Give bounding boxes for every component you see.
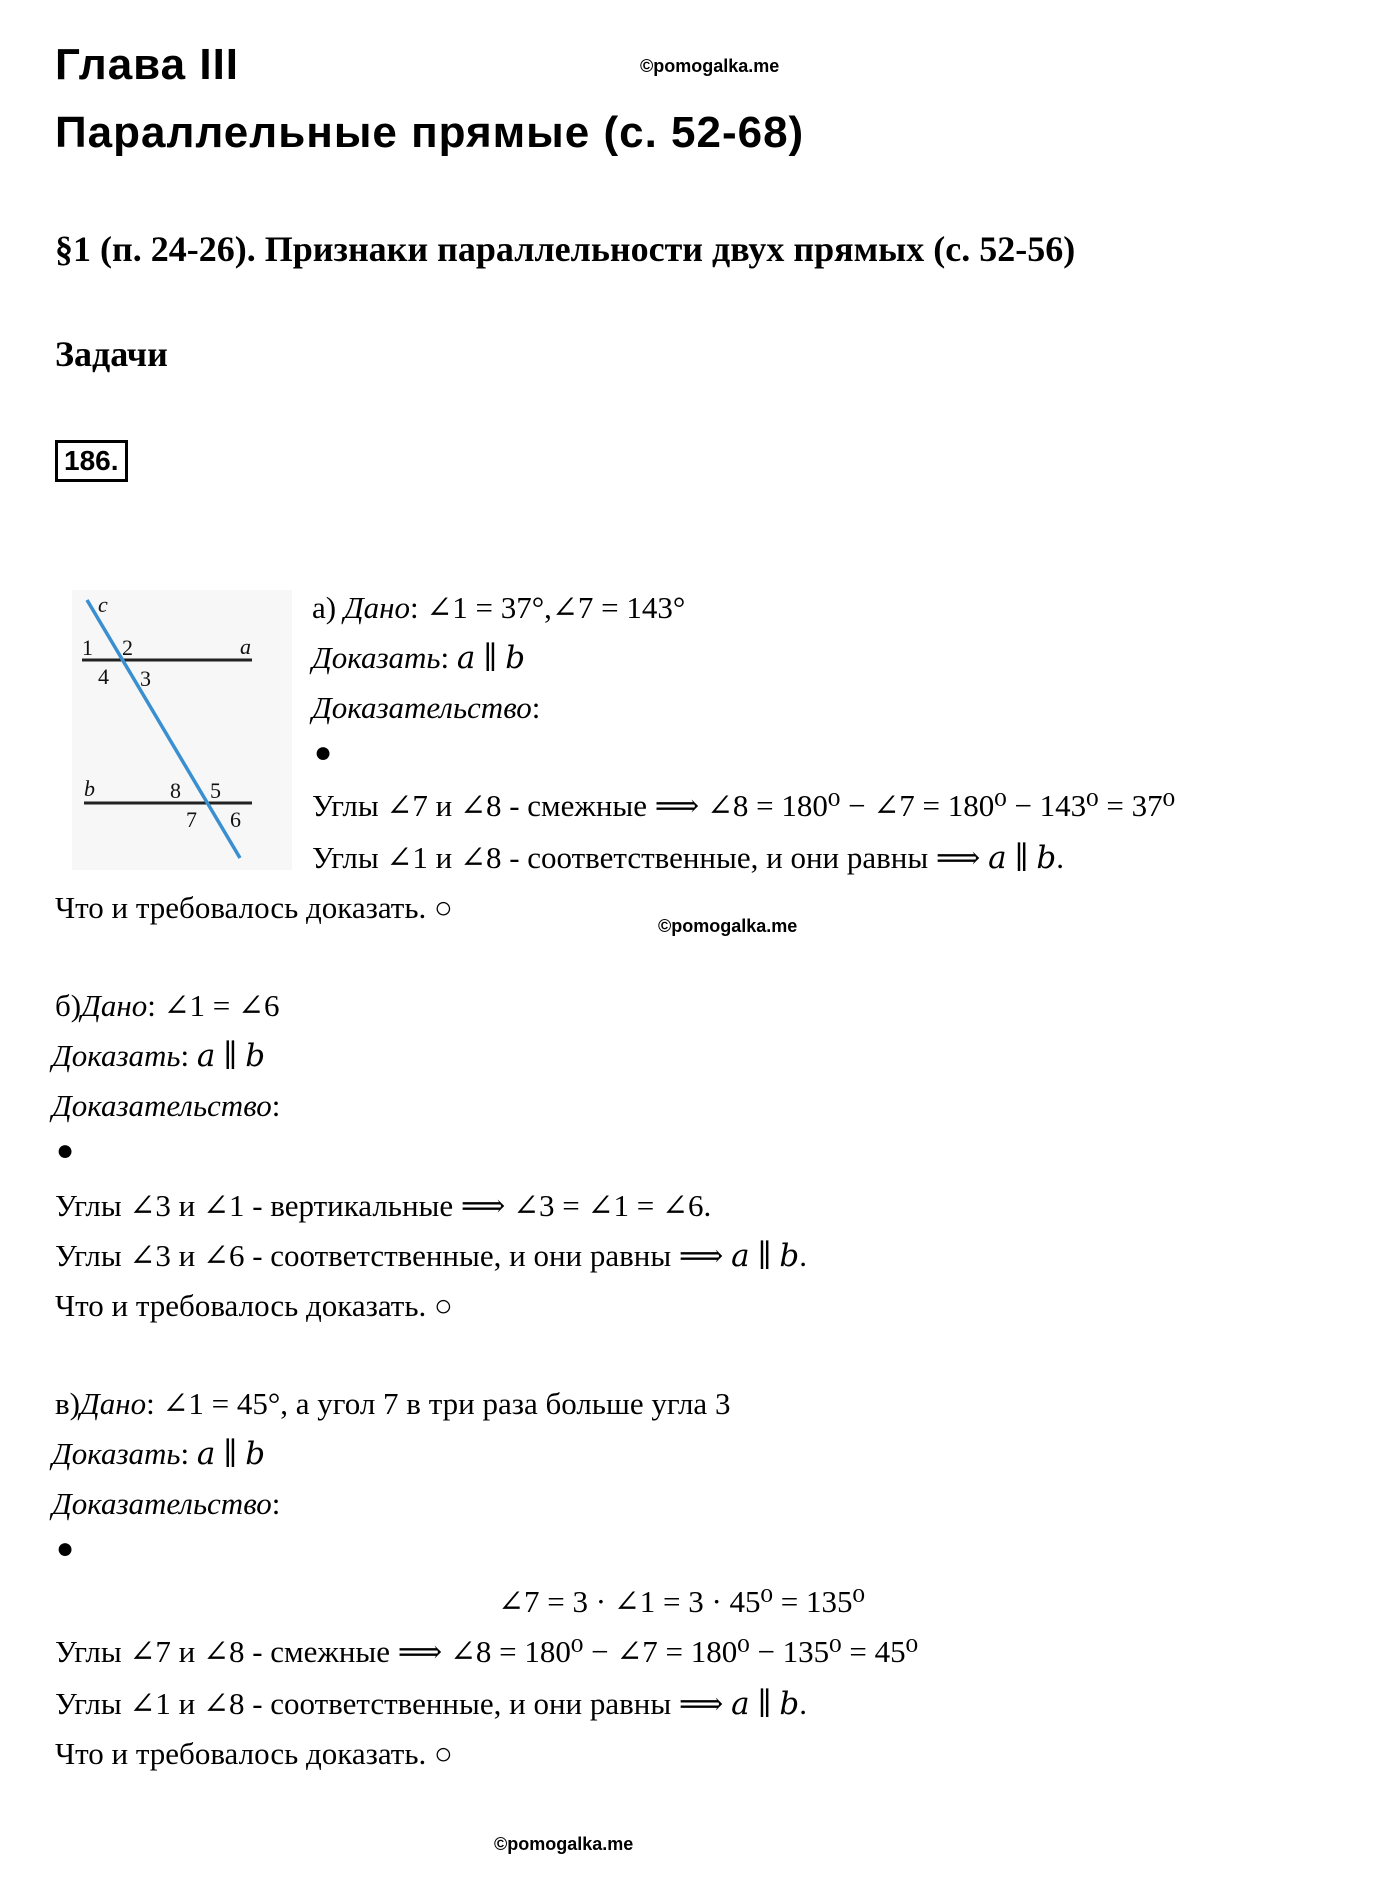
label-angle-6: 6 — [230, 807, 241, 832]
part-b-given-text: : ∠1 = ∠6 — [147, 988, 280, 1023]
label-a: a — [240, 634, 251, 659]
section-title: §1 (п. 24-26). Признаки параллельности двух прямых (с. 52-56) — [55, 229, 1076, 269]
part-c-line-2: Углы ∠1 и ∠8 - соответственные, и они равны ⟹ 𝑎 ∥ 𝑏. — [55, 1686, 808, 1721]
part-a-given-text: : ∠1 = 37°,∠7 = 143° — [409, 590, 686, 625]
part-c-prove-word: Доказать — [52, 1436, 181, 1471]
part-b-prove — [52, 1036, 265, 1076]
label-angle-2: 2 — [122, 635, 133, 660]
label-angle-1: 1 — [82, 635, 93, 660]
watermark-top: ©pomogalka.me — [640, 56, 780, 76]
part-b-proof-colon: : — [271, 1088, 281, 1123]
label-angle-8: 8 — [170, 778, 181, 803]
label-b: b — [84, 776, 95, 801]
part-c-line-1: Углы ∠7 и ∠8 - смежные ⟹ ∠8 = 180⁰ − ∠7 = 180⁰ − 135⁰ = 45⁰ — [55, 1634, 919, 1669]
label-angle-3: 3 — [140, 666, 151, 691]
part-a-prove-word: Доказать — [312, 640, 441, 675]
part-c-proof-colon: : — [271, 1486, 281, 1521]
part-a-label: а) — [312, 590, 337, 625]
part-a-proof-colon: : — [531, 690, 541, 725]
part-b-prove-word: Доказать — [52, 1038, 181, 1073]
part-c-proof-word: Доказательство — [52, 1486, 272, 1521]
part-a-line-1: Углы ∠7 и ∠8 - смежные ⟹ ∠8 = 180⁰ − ∠7 = 180⁰ − 143⁰ = 37⁰ — [312, 788, 1176, 823]
label-angle-4: 4 — [98, 664, 109, 689]
part-a-line-2: Углы ∠1 и ∠8 - соответственные, и они равны ⟹ 𝑎 ∥ 𝑏. — [312, 840, 1065, 875]
part-b-prove-text: : 𝑎 ∥ 𝑏 — [180, 1038, 266, 1073]
problem-number: 186. — [55, 440, 128, 482]
part-b-given-word: Дано — [81, 988, 148, 1023]
part-c-formula: ∠7 = 3 · ∠1 = 3 · 45⁰ = 135⁰ — [498, 1584, 865, 1619]
part-b-label: б) — [55, 988, 82, 1023]
part-a-proof-heading — [312, 688, 540, 728]
watermark-bottom: ©pomogalka.me — [494, 1834, 634, 1854]
part-a-prove-text: : 𝑎 ∥ 𝑏 — [440, 640, 526, 675]
part-b-line-2: Углы ∠3 и ∠6 - соответственные, и они равны ⟹ 𝑎 ∥ 𝑏. — [55, 1238, 808, 1273]
part-c-given — [55, 1384, 730, 1424]
parallel-lines-figure — [72, 590, 292, 870]
part-c-given-text: : ∠1 = 45°, а угол 7 в три раза больше угла 3 — [146, 1386, 731, 1421]
part-c-proof-heading — [52, 1484, 280, 1524]
part-b-conclusion: Что и требовалось доказать. ○ — [55, 1288, 453, 1323]
label-c: c — [98, 592, 108, 617]
part-b-proof-heading — [52, 1086, 280, 1126]
part-c-prove — [52, 1434, 265, 1474]
part-a-given-word: Дано — [343, 590, 410, 625]
part-b-line-1: Углы ∠3 и ∠1 - вертикальные ⟹ ∠3 = ∠1 = ∠6. — [55, 1188, 712, 1223]
chapter-title: Параллельные прямые (с. 52-68) — [55, 108, 805, 157]
part-b-given — [55, 986, 280, 1026]
part-a-given — [312, 588, 685, 628]
part-b-proof-word: Доказательство — [52, 1088, 272, 1123]
tasks-heading: Задачи — [55, 334, 168, 374]
part-a-conclusion: Что и требовалось доказать. ○ — [55, 890, 453, 925]
part-c-given-word: Дано — [79, 1386, 147, 1421]
part-c-label: в) — [55, 1386, 80, 1421]
chapter-heading: Глава III — [55, 40, 240, 89]
part-a-prove — [312, 638, 525, 678]
part-a-proof-word: Доказательство — [312, 690, 532, 725]
part-b-bullet: ● — [56, 1134, 75, 1167]
part-c-prove-text: : 𝑎 ∥ 𝑏 — [180, 1436, 266, 1471]
part-a-bullet: ● — [314, 736, 333, 769]
label-angle-5: 5 — [210, 778, 221, 803]
part-c-bullet: ● — [56, 1532, 75, 1565]
label-angle-7: 7 — [186, 807, 197, 832]
watermark-middle: ©pomogalka.me — [658, 916, 798, 936]
part-c-conclusion: Что и требовалось доказать. ○ — [55, 1736, 453, 1771]
